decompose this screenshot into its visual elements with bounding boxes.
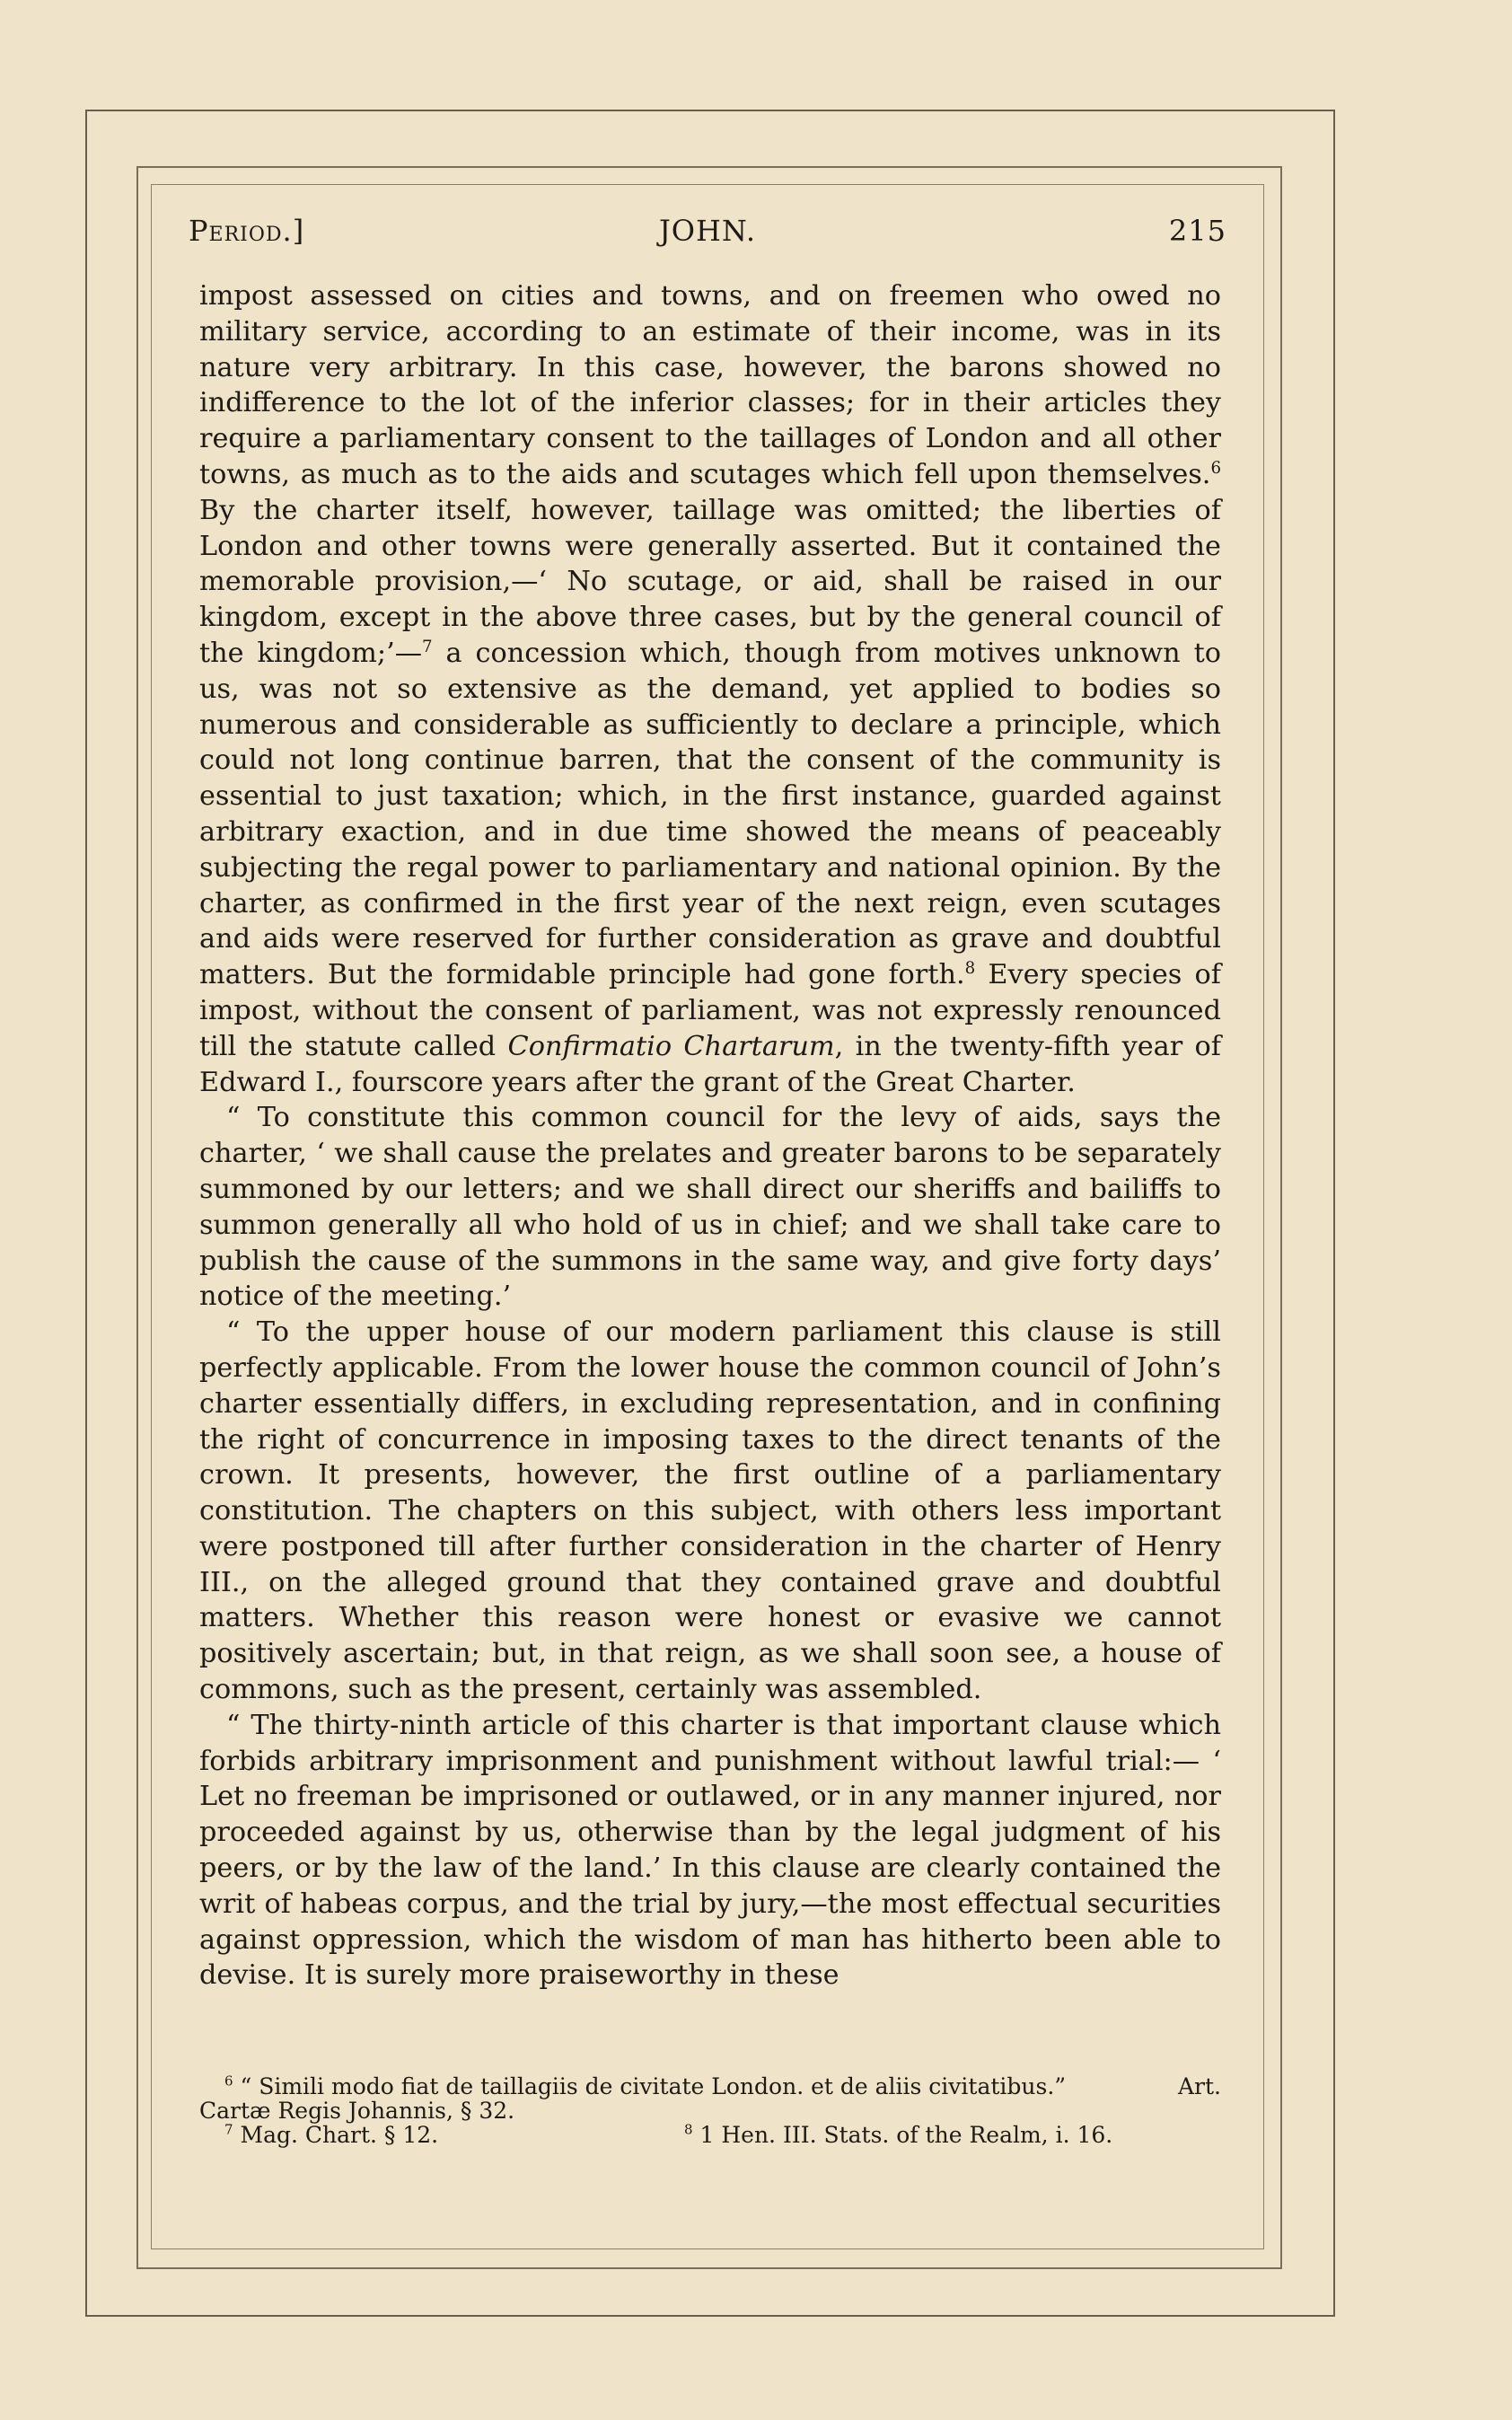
footnote-8 [684,2123,1112,2147]
running-header [189,214,1226,259]
footnotes [199,2074,1221,2147]
body-text [199,278,1221,1993]
footnote-6-cont-text: Cartæ Regis Johannis, § 32. [199,2098,515,2124]
footnote-8-marker: 8 [684,2121,693,2138]
footnote-ref-8[interactable]: 8 [964,959,976,979]
footnote-6-text: “ Simili modo fiat de taillagiis de civitate London. et de aliis civitatibus.” [240,2073,1067,2099]
footnote-7-text: Mag. Chart. § 12. [240,2122,439,2148]
footnote-ref-7[interactable]: 7 [422,637,433,656]
footnote-7 [224,2123,438,2147]
paragraph-3: “ To the upper house of our modern parliament this clause is still perfectly applicable. From the lower house the common council of John’s charter essentially differs, in excluding representation, and in confining the right of concurrence in imposing taxes to the direct tenants of the crown. It presents, however, the first outline of a parliamentary constitution. The chapters on this subject, with others less important were postponed till after further consideration in the charter of Henry III., on the alleged ground that they contained grave and doubtful matters. Whether this reason were honest or evasive we cannot positively ascertain; but, in that reign, as we shall soon see, a house of commons, such as the present, certainly was assembled. [199,1316,1221,1706]
footnote-6-continued [199,2099,1221,2123]
paragraph-1-part-d: Every species of impost, without the consent of parliament, was not expressly renounced till the statute called [199,959,1221,1062]
footnote-7-marker: 7 [224,2121,233,2138]
paragraph-1-part-a: impost assessed on cities and towns, and on freemen who owed no military service, according to an estimate of their income, was in its nature very arbitrary. In this case, however, the barons showed no indifference to the lot of the inferior classes; for in their articles they require a parliamentary consent to the taillages of London and all other towns, as much as to the aids and scutages which fell upon themselves. [199,280,1221,490]
italic-title: Confirmatio Chartarum [507,1030,835,1062]
paragraph-2: “ To constitute this common council for the levy of aids, says the charter, ‘ we shall cause the prelates and greater barons to be separately summoned by our letters; and we shall direct our sheriffs and bailiffs to summon generally all who hold of us in chief; and we shall take care to publish the cause of the summons in the same way, and give forty days’ notice of the meeting.’ [199,1102,1221,1313]
footnote-7-8-row [199,2123,1221,2147]
paragraph-1-part-c: a concession which, though from motives unknown to us, was not so extensive as the demand, yet applied to bodies so numerous and considerable as sufficiently to declare a principle, which could not long continue barren, that the consent of the community is essential to just taxation; which, in the first instance, guarded against arbitrary exaction, and in due time showed the means of peaceably subjecting the regal power to parliamentary and national opinion. By the charter, as confirmed in the first year of the next reign, even scutages and aids were reserved for further consideration as grave and doubtful matters. But the formidable principle had gone forth. [199,637,1221,991]
footnote-ref-6[interactable]: 6 [1210,458,1221,478]
page-number: 215 [1168,214,1226,248]
footnote-6 [199,2074,1221,2099]
paragraph-1-part-b: By the charter itself, however, taillage was omitted; the liberties of London and other towns were generally asserted. But it contained the memorable provision,—‘ No scutage, or aid, shall be raised in our kingdom, except in the above three cases, but by the general council of the kingdom;’— [199,494,1221,669]
paragraph-1 [199,278,1221,1100]
paragraph-4: “ The thirty-ninth article of this charter is that important clause which forbids arbitrary imprisonment and punishment without lawful trial:— ‘ Let no freeman be imprisoned or outlawed, or in any manner injured, nor proceeded against by us, otherwise than by the legal judgment of his peers, or by the law of the land.’ In this clause are clearly contained the writ of habeas corpus, and the trial by jury,—the most effectual securities against oppression, which the wisdom of man has hitherto been able to devise. It is surely more praiseworthy in these [199,1709,1221,1992]
header-period: Period.] [189,214,305,248]
header-title: JOHN. [658,214,757,248]
footnote-6-art: Art. [1178,2073,1221,2099]
footnote-6-marker: 6 [224,2072,233,2090]
footnote-8-text: 1 Hen. III. Stats. of the Realm, i. 16. [699,2122,1113,2148]
paragraph-1-part-e: , in the twenty-fifth year of Edward I., fourscore years after the grant of the Great Charter. [199,1030,1221,1098]
